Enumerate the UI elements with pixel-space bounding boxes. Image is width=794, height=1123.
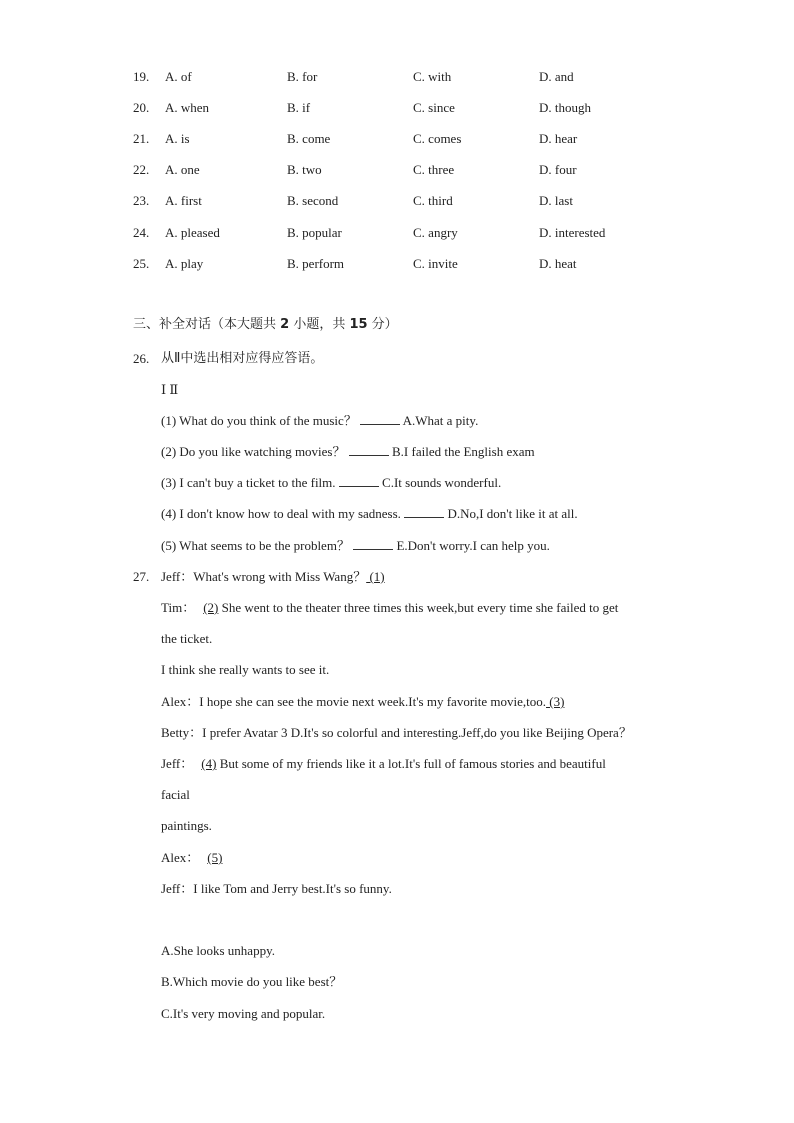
answer-blank[interactable]: [404, 506, 444, 518]
choice-option-c[interactable]: C. comes: [413, 131, 462, 146]
section-heading: [133, 317, 398, 333]
choice-option-c[interactable]: C. with: [413, 69, 452, 84]
choice-option-a[interactable]: A. pleased: [165, 225, 220, 240]
choice-option-a[interactable]: A. play: [165, 256, 204, 271]
match-question: (1) What do you think of the music？: [161, 413, 357, 428]
option-a: A.She looks unhappy.: [161, 943, 275, 958]
blank-marker[interactable]: (2): [203, 600, 219, 615]
choice-option-c[interactable]: C. invite: [413, 256, 458, 271]
question-number: 23.: [133, 193, 150, 208]
match-question: (3) I can't buy a ticket to the film.: [161, 475, 336, 490]
match-item: [161, 413, 478, 429]
dialogue-line: I think she really wants to see it.: [161, 662, 330, 677]
dialogue-text: Alex：I hope she can see the movie next week.It's my favorite movie,too.: [161, 694, 547, 709]
question-number: 21.: [133, 131, 150, 146]
choice-option-b[interactable]: B. if: [287, 100, 311, 115]
match-answer: B.I failed the English exam: [392, 444, 535, 459]
question-number: 19.: [133, 69, 150, 84]
match-answer: A.What a pity.: [402, 413, 479, 428]
question-number: 26.: [133, 351, 150, 366]
section-suffix: 分）: [367, 317, 398, 332]
choice-option-d[interactable]: D. hear: [539, 131, 578, 146]
section-count: 2: [280, 317, 290, 332]
answer-blank[interactable]: [360, 413, 400, 425]
choice-option-d[interactable]: D. four: [539, 162, 577, 177]
choice-option-b[interactable]: B. perform: [287, 256, 345, 271]
dialogue-line: paintings.: [161, 818, 212, 833]
blank-marker[interactable]: (3): [546, 694, 565, 709]
blank-marker[interactable]: (5): [207, 850, 223, 865]
choice-option-a[interactable]: A. when: [165, 100, 210, 115]
choice-option-b[interactable]: B. for: [287, 69, 318, 84]
choice-option-b[interactable]: B. two: [287, 162, 322, 177]
dialogue-text: Jeff：: [161, 756, 194, 771]
choice-option-d[interactable]: D. though: [539, 100, 591, 115]
match-answer: D.No,I don't like it at all.: [447, 506, 578, 521]
choice-option-b[interactable]: B. second: [287, 193, 339, 208]
dialogue-line: [161, 756, 606, 772]
dialogue-text: But some of my friends like it a lot.It's full of famous stories and beautiful: [216, 756, 606, 771]
dialogue-line: [161, 600, 618, 616]
question-instruction: 从Ⅱ中选出相对应得应答语。: [161, 351, 324, 366]
choice-option-a[interactable]: A. one: [165, 162, 200, 177]
question-number: 27.: [133, 569, 150, 584]
choice-option-d[interactable]: D. heat: [539, 256, 577, 271]
dialogue-line: [161, 569, 385, 585]
dialogue-line: [161, 694, 564, 710]
dialogue-line: Betty：I prefer Avatar 3 D.It's so colorful and interesting.Jeff,do you like Beijing Opera？: [161, 725, 632, 740]
match-question: (4) I don't know how to deal with my sadness.: [161, 506, 401, 521]
choice-option-a[interactable]: A. first: [165, 193, 202, 208]
match-item: [161, 475, 501, 491]
match-item: [161, 444, 535, 460]
choice-option-c[interactable]: C. third: [413, 193, 453, 208]
match-question: (5) What seems to be the problem？: [161, 538, 350, 553]
match-answer: E.Don't worry.I can help you.: [396, 538, 550, 553]
dialogue-line: facial: [161, 787, 190, 802]
section-score: 15: [349, 317, 368, 332]
answer-blank[interactable]: [353, 538, 393, 550]
choice-option-b[interactable]: B. come: [287, 131, 331, 146]
dialogue-text: Jeff：What's wrong with Miss Wang？: [161, 569, 367, 584]
dialogue-text: Tim：: [161, 600, 196, 615]
choice-option-d[interactable]: D. interested: [539, 225, 606, 240]
dialogue-text: Alex：: [161, 850, 200, 865]
choice-option-c[interactable]: C. three: [413, 162, 455, 177]
question-number: 22.: [133, 162, 150, 177]
answer-blank[interactable]: [339, 475, 379, 487]
question-number: 25.: [133, 256, 150, 271]
choice-option-c[interactable]: C. since: [413, 100, 455, 115]
blank-marker[interactable]: (4): [201, 756, 217, 771]
choice-option-c[interactable]: C. angry: [413, 225, 458, 240]
choice-option-d[interactable]: D. and: [539, 69, 574, 84]
match-item: [161, 538, 550, 554]
column-header: Ⅰ Ⅱ: [161, 382, 179, 397]
dialogue-text: She went to the theater three times this week,but every time she failed to get: [218, 600, 619, 615]
option-b: B.Which movie do you like best？: [161, 974, 343, 989]
section-prefix: 三、补全对话（本大题共: [133, 317, 281, 332]
blank-marker[interactable]: (1): [366, 569, 385, 584]
choice-option-b[interactable]: B. popular: [287, 225, 342, 240]
match-question: (2) Do you like watching movies？: [161, 444, 346, 459]
choice-option-d[interactable]: D. last: [539, 193, 573, 208]
section-mid: 小题，共: [289, 317, 350, 332]
choice-option-a[interactable]: A. is: [165, 131, 190, 146]
question-number: 20.: [133, 100, 150, 115]
dialogue-line: [161, 850, 222, 866]
match-answer: C.It sounds wonderful.: [382, 475, 502, 490]
choice-option-a[interactable]: A. of: [165, 69, 192, 84]
match-item: [161, 506, 578, 522]
answer-blank[interactable]: [349, 444, 389, 456]
question-number: 24.: [133, 225, 150, 240]
dialogue-line: the ticket.: [161, 631, 213, 646]
option-c: C.It's very moving and popular.: [161, 1006, 326, 1021]
dialogue-line: Jeff：I like Tom and Jerry best.It's so funny.: [161, 881, 392, 896]
